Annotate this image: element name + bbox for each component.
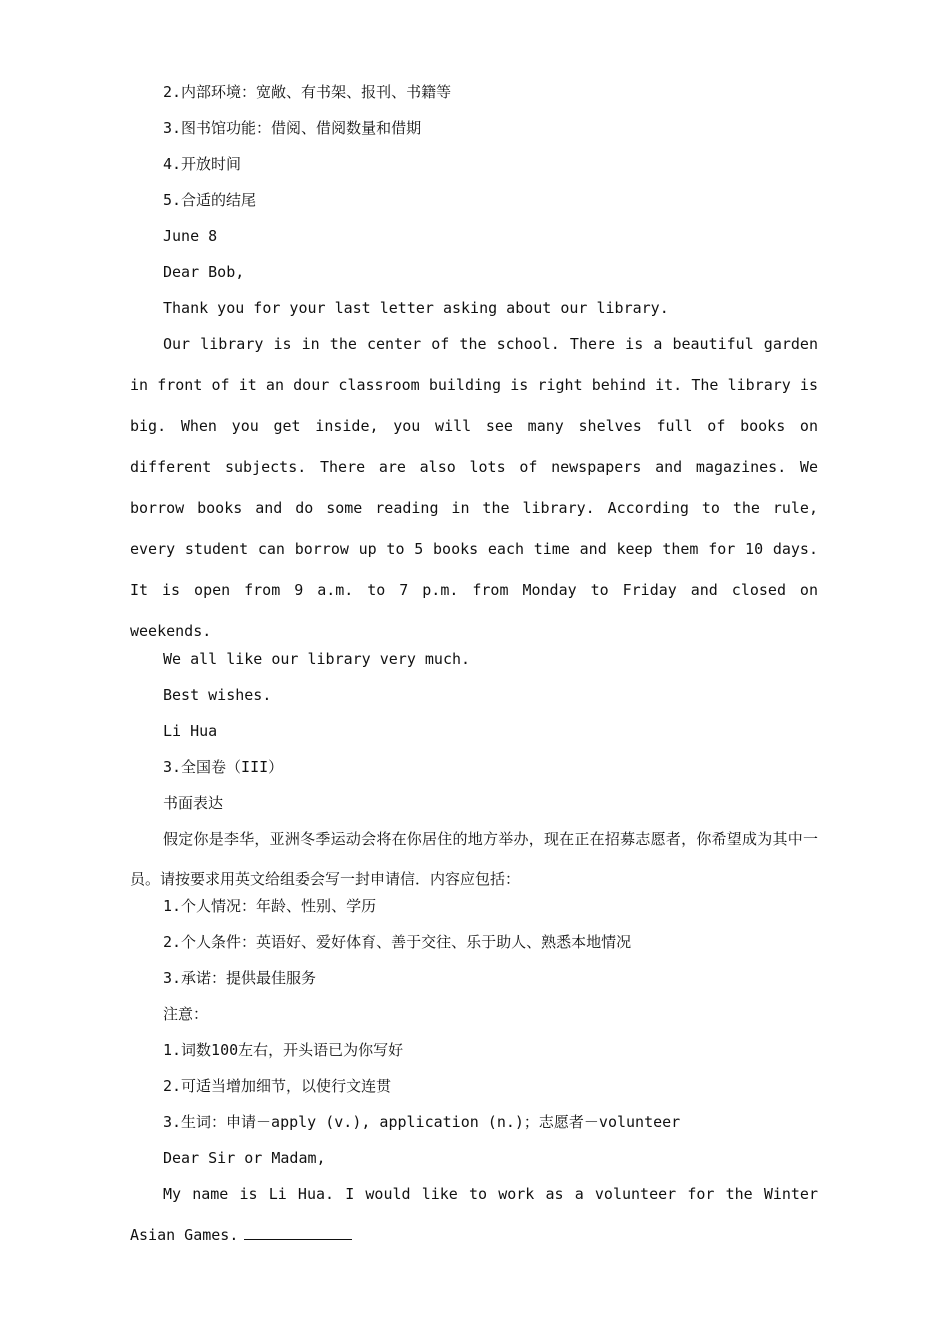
answer-blank[interactable] (244, 1225, 352, 1240)
outline-item-4: 4.开放时间 (163, 155, 242, 173)
letter-sign-off: Best wishes. (163, 686, 272, 704)
application-opening (130, 1174, 818, 1256)
letter-opening-line: Thank you for your last letter asking about our library. (163, 299, 669, 317)
note-item-3: 3.生词：申请－apply (v.), application (n.)；志愿者－volunteer (163, 1113, 681, 1131)
letter-salutation: Dear Bob, (163, 263, 245, 281)
letter-body-paragraph: Our library is in the center of the school. There is a beautiful garden in front of it an dour classroom building is right behind it. The library is big. When you get inside, you will see many shelves full of books on different subjects. There are also lots of newspapers and magazines. We borrow books and do some reading in the library. According to the rule, every student can borrow up to 5 books each time and keep them for 10 days. It is open from 9 a.m. to 7 p.m. from Monday to Friday and closed on weekends. (130, 335, 818, 640)
requirement-item-2: 2.个人条件：英语好、爱好体育、善于交往、乐于助人、熟悉本地情况 (163, 933, 632, 951)
note-item-2: 2.可适当增加细节，以使行文连贯 (163, 1077, 392, 1095)
application-opening-text: My name is Li Hua. I would like to work as a volunteer for the Winter Asian Games. (130, 1185, 818, 1244)
requirement-item-3: 3.承诺：提供最佳服务 (163, 969, 317, 987)
letter-date: June 8 (163, 227, 218, 245)
letter-signature: Li Hua (163, 722, 218, 740)
task-heading: 书面表达 (163, 794, 224, 812)
task-instructions: 假定你是李华，亚洲冬季运动会将在你居住的地方举办，现在正在招募志愿者，你希望成为其中一员。请按要求用英文给组委会写一封申请信．内容应包括： (130, 830, 818, 888)
outline-item-2: 2.内部环境：宽敞、有书架、报刊、书籍等 (163, 83, 452, 101)
outline-item-3: 3.图书馆功能：借阅、借阅数量和借期 (163, 119, 422, 137)
outline-item-5: 5.合适的结尾 (163, 191, 257, 209)
application-salutation: Dear Sir or Madam, (163, 1149, 326, 1167)
letter-closing-line: We all like our library very much. (163, 650, 471, 668)
section-heading: 3.全国卷（III） (163, 758, 284, 776)
notes-heading: 注意： (163, 1005, 209, 1023)
note-item-1: 1.词数100左右，开头语已为你写好 (163, 1041, 404, 1059)
requirement-item-1: 1.个人情况：年龄、性别、学历 (163, 897, 377, 915)
document-content (130, 80, 818, 1251)
